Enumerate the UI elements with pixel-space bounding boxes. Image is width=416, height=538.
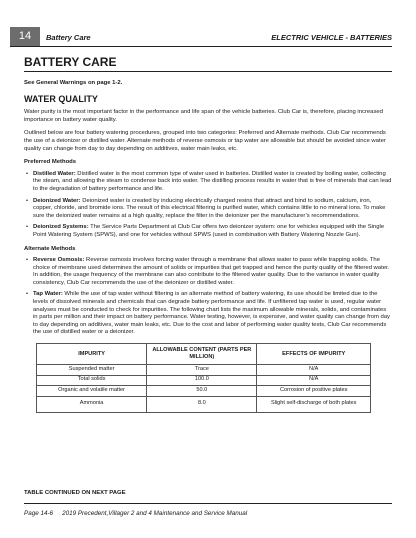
- list-item: [24, 224, 392, 239]
- header-section-label: Battery Care: [46, 33, 91, 42]
- intro-paragraph: Water purity is the most important factor in the performance and life span of the vehicle batteries. Club Car is, therefore, placing increased importance on battery water quality.: [24, 109, 383, 123]
- footer-page-label: Page 14-6: [24, 510, 54, 517]
- method-description: Deionized water is created by inducing electrically charged resins that attract and bind to sodium, calcium, iron, copper, chloride, and bromide ions. The result of this electrical filtering is purified water, which contains little to no mineral ions. To make sure the deionized water remains at a high quality, replace the filter in the deionizer per the manufacturer’s recommendations.: [33, 197, 386, 219]
- method-term: Reverse Osmosis:: [33, 257, 85, 264]
- table-row: [37, 365, 371, 376]
- list-item: [24, 291, 392, 337]
- section-heading: WATER QUALITY: [24, 93, 98, 104]
- footer-divider: [24, 503, 392, 504]
- table-cell: Organic and volatile matter: [37, 386, 147, 397]
- list-item: [24, 257, 392, 287]
- alternate-methods-heading: Alternate Methods: [24, 245, 76, 252]
- table-cell: Ammonia: [37, 396, 147, 412]
- method-description: The Service Parts Department at Club Car offers two deionizer system: one for vehicles equipped with the Single Point Watering System (SPWS), and one for vehicles without SPWS (used in combination with Battery Watering Nozzle Gun).: [33, 224, 385, 238]
- table-cell: Suspended matter: [37, 365, 147, 376]
- table-cell: 50.0: [147, 386, 257, 397]
- footer-manual-title: 2019 Precedent,Villager 2 and 4 Maintenance and Service Manual: [62, 510, 248, 517]
- header-divider: [10, 46, 392, 47]
- method-term: Distilled Water:: [33, 170, 76, 177]
- bullet-icon: •: [26, 170, 29, 177]
- title-divider: [24, 71, 392, 72]
- method-term: Tap Water:: [33, 291, 63, 298]
- impurity-table: [36, 343, 371, 413]
- method-term: Deionized Water:: [33, 197, 81, 204]
- page-title: BATTERY CARE: [24, 55, 117, 69]
- column-header: ALLOWABLE CONTENT (PARTS PER MILLION): [147, 344, 257, 365]
- table-cell: 100.0: [147, 375, 257, 386]
- table-cell: Trace: [147, 365, 257, 376]
- table-header-row: [37, 344, 371, 365]
- table-continued-note: TABLE CONTINUED ON NEXT PAGE: [24, 490, 126, 496]
- alternate-methods-list: [24, 257, 392, 337]
- table-cell: N/A: [257, 375, 371, 386]
- list-item: [24, 198, 392, 221]
- table-row: [37, 386, 371, 397]
- table-cell: Slight self-discharge of both plates: [257, 396, 371, 412]
- page-content: [24, 80, 392, 413]
- bullet-icon: •: [26, 197, 29, 204]
- column-header: IMPURITY: [37, 344, 147, 365]
- page-footer: [24, 510, 247, 517]
- general-warnings-note: See General Warnings on page 1-2.: [24, 80, 123, 86]
- intro-paragraph: Outlined below are four battery watering procedures, grouped into two categories: Preferred and Alternate methods. Club Car recommends the use of a deionizer or distilled water. Alternate methods of reverse osmosis or tap water are allowable but should be avoided since water quality can change from day to day depending on additives, water main leaks, etc.: [24, 130, 386, 152]
- bullet-icon: •: [26, 257, 29, 264]
- method-description: While the use of tap water without filtering is an alternate method of battery watering, its use should be limited due to the levels of dissolved minerals and chemicals that can degrade battery performance and life. If unfiltered tap water is used, regular water analyses must be conducted to check for impurities. The following chart lists the maximum allowable minerals, solids, and contaminates in parts per million and their impact on battery performance. Water testing, however, is expensive, and water quality can change from day to day depending on additives, water main leaks, etc. Due to the cost and labor of performing water quality tests, Club Car recommends the use of distilled water or a deionizer.: [33, 291, 390, 336]
- header-chapter-label: ELECTRIC VEHICLE - BATTERIES: [271, 33, 392, 42]
- list-item: [24, 171, 392, 194]
- table-cell: N/A: [257, 365, 371, 376]
- table-cell: Corrosion of positive plates: [257, 386, 371, 397]
- table-row: [37, 375, 371, 386]
- page-number-badge: 14: [10, 27, 40, 46]
- table-cell: Total solids: [37, 375, 147, 386]
- bullet-icon: •: [26, 224, 29, 231]
- preferred-methods-heading: Preferred Methods: [24, 159, 77, 166]
- preferred-methods-list: [24, 171, 392, 240]
- method-description: Distilled water is the most common type of water used in batteries. Distilled water is created by boiling water, collecting the steam, and allowing the steam to condense back into water. The distilling process results in water that is free of minerals that can lead to the degradation of battery performance and life.: [33, 170, 392, 192]
- table-cell: 8.0: [147, 396, 257, 412]
- method-term: Deionized Systems:: [33, 224, 89, 231]
- column-header: EFFECTS OF IMPURITY: [257, 344, 371, 365]
- table-row: [37, 396, 371, 412]
- bullet-icon: •: [26, 291, 29, 298]
- method-description: Reverse osmosis involves forcing water through a membrane that allows water to pass while trapping solids. The choice of membrane used determines the amount of solids or impurities that get trapped and hence the purity quality of the filtered water. In addition, the usage frequency of the membrane can also contribute to the filtered water quality. Due to the variance in water quality consistency, Club Car recommends the use of the deionizer or distilled water.: [33, 257, 390, 286]
